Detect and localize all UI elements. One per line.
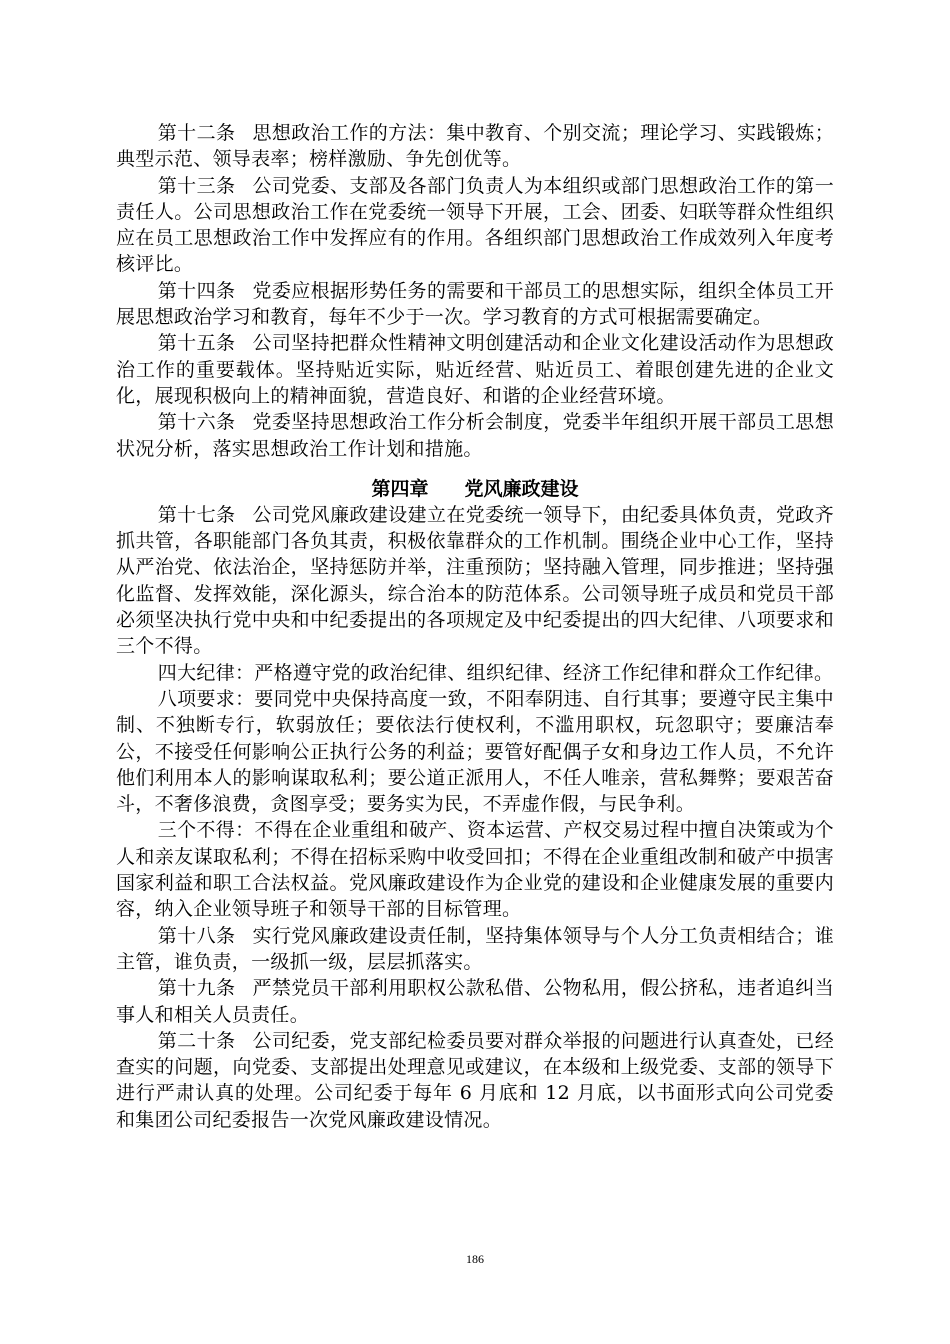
article-label: 第十五条 — [157, 332, 236, 355]
article-19 — [116, 975, 834, 1028]
article-label: 第十二条 — [157, 122, 236, 144]
article-text: 公司党风廉政建设建立在党委统一领导下，由纪委具体负责，党政齐抓共管，各职能部门各负其责，积极依靠群众的工作机制。围绕企业中心工作，坚持从严治党、依法治企，坚持惩防并举，注重预防；坚持融入管理，同步推进；坚持强化监督、发挥效能，深化源头，综合治本的防范体系。公司领导班子成员和党员干部必须坚决执行党中央和中纪委提出的各项规定及中纪委提出的四大纪律、八项要求和三个不得。 — [116, 503, 834, 658]
article-12 — [116, 120, 834, 173]
article-20 — [116, 1028, 834, 1133]
document-page — [116, 120, 834, 1133]
article-label: 第十六条 — [157, 411, 236, 434]
article-label: 第二十条 — [157, 1029, 236, 1052]
chapter-number: 第四章 — [371, 477, 429, 500]
article-text: 严禁党员干部利用职权公款私借、公物私用，假公挤私，违者追纠当事人和相关人员责任。 — [116, 977, 834, 1026]
article-label: 第十三条 — [157, 174, 236, 197]
article-text: 公司纪委，党支部纪检委员要对群众举报的问题进行认真查处，已经查实的问题，向党委、支部提出处理意见或建议，在本级和上级党委、支部的领导下进行严肃认真的处理。公司纪委于每年 6 月底和 12 月底，以书面形式向公司党委和集团公司纪委报告一次党风廉政建设情况。 — [116, 1029, 834, 1131]
article-text: 思想政治工作的方法：集中教育、个别交流；理论学习、实践锻炼；典型示范、领导表率；榜样激励、争先创优等。 — [116, 122, 834, 171]
eight-requirements-paragraph: 八项要求：要同党中央保持高度一致，不阳奉阴违、自行其事；要遵守民主集中制、不独断专行，软弱放任；要依法行使权利，不滥用职权，玩忽职守；要廉洁奉公，不接受任何影响公正执行公务的利益；要管好配偶子女和身边工作人员，不允许他们利用本人的影响谋取私利；要公道正派用人，不任人唯亲，营私舞弊；要艰苦奋斗，不奢侈浪费，贪图享受；要务实为民，不弄虚作假，与民争利。 — [116, 687, 834, 816]
article-17 — [116, 502, 834, 660]
three-prohibitions-paragraph: 三个不得：不得在企业重组和破产、资本运营、产权交易过程中擅自决策或为个人和亲友谋取私利；不得在招标采购中收受回扣；不得在企业重组改制和破产中损害国家利益和职工合法权益。党风廉政建设作为企业党的建设和企业健康发展的重要内容，纳入企业领导班子和领导干部的目标管理。 — [116, 819, 834, 921]
article-text: 党委应根据形势任务的需要和干部员工的思想实际，组织全体员工开展思想政治学习和教育，每年不少于一次。学习教育的方式可根据需要确定。 — [116, 279, 834, 329]
chapter-title: 党风廉政建设 — [464, 477, 579, 500]
article-text: 公司党委、支部及各部门负责人为本组织或部门思想政治工作的第一责任人。公司思想政治工作在党委统一领导下开展，工会、团委、妇联等群众性组织应在员工思想政治工作中发挥应有的作用。各组织部门思想政治工作成效列入年度考核评比。 — [116, 174, 834, 276]
article-15 — [116, 330, 834, 409]
article-label: 第十七条 — [157, 503, 236, 526]
article-label: 第十四条 — [157, 279, 236, 302]
article-13 — [116, 173, 834, 278]
article-18 — [116, 923, 834, 976]
article-label: 第十八条 — [157, 924, 236, 947]
article-text: 党委坚持思想政治工作分析会制度，党委半年组织开展干部员工思想状况分析，落实思想政治工作计划和措施。 — [116, 411, 834, 460]
page-number: 186 — [466, 1252, 484, 1266]
article-16 — [116, 409, 834, 462]
chapter-heading — [116, 476, 834, 502]
four-disciplines-paragraph: 四大纪律：严格遵守党的政治纪律、组织纪律、经济工作纪律和群众工作纪律。 — [157, 661, 834, 684]
article-text: 公司坚持把群众性精神文明创建活动和企业文化建设活动作为思想政治工作的重要载体。坚持贴近实际，贴近经营、贴近员工、着眼创建先进的企业文化，展现积极向上的精神面貌，营造良好、和谐的企业经营环境。 — [116, 332, 834, 407]
article-label: 第十九条 — [157, 977, 236, 1000]
article-14 — [116, 278, 834, 331]
article-text: 实行党风廉政建设责任制，坚持集体领导与个人分工负责相结合；谁主管，谁负责，一级抓一级，层层抓落实。 — [116, 924, 834, 973]
